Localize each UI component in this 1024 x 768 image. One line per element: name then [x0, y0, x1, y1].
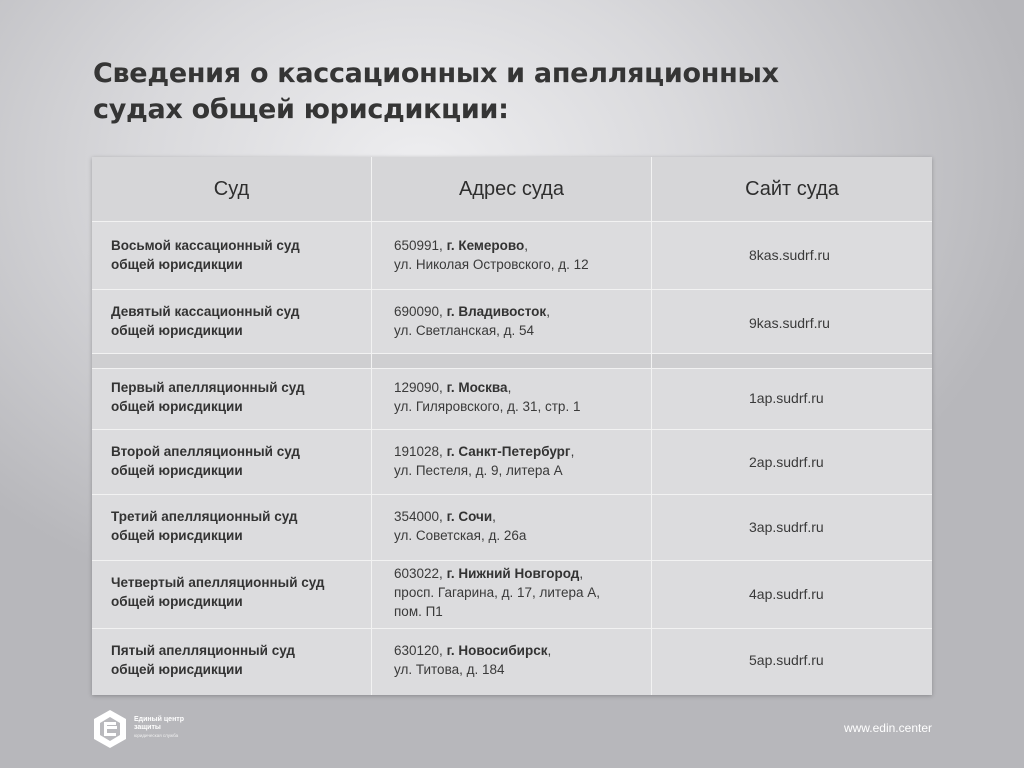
- logo-text: [134, 716, 184, 740]
- website-url[interactable]: www.edin.center: [843, 721, 932, 735]
- table-header: [92, 157, 932, 222]
- court-site-link[interactable]: 5ap.sudrf.ru: [749, 652, 824, 668]
- address-line-2: ул. Гиляровского, д. 31, стр. 1: [394, 399, 581, 414]
- court-site-link[interactable]: 2ap.sudrf.ru: [749, 454, 824, 470]
- zip-code: 129090,: [394, 380, 443, 395]
- group-separator: [92, 354, 932, 369]
- table-row: [92, 629, 932, 695]
- logo-subtitle: юридическая служба: [134, 733, 179, 738]
- zip-code: 354000,: [394, 509, 443, 524]
- page-title-line-2: судах общей юрисдикции:: [93, 94, 509, 125]
- table-row: [92, 369, 932, 430]
- header-site: Сайт суда: [745, 178, 839, 200]
- court-name-line: общей юрисдикции: [111, 257, 243, 272]
- court-name-line: Второй апелляционный суд: [111, 444, 300, 459]
- court-name-line: Пятый апелляционный суд: [111, 643, 295, 658]
- address-line-2: ул. Советская, д. 26а: [394, 528, 527, 543]
- court-address: [394, 564, 644, 621]
- court-address: [394, 507, 644, 545]
- address-line-2: ул. Титова, д. 184: [394, 662, 505, 677]
- court-name: [111, 641, 361, 679]
- court-name-line: общей юрисдикции: [111, 528, 243, 543]
- edin-center-logo-icon: [92, 709, 128, 749]
- address-line-1: 191028, г. Санкт-Петербург,: [394, 444, 575, 459]
- zip-code: 650991,: [394, 238, 443, 253]
- court-name-line: общей юрисдикции: [111, 662, 243, 677]
- city: г. Нижний Новгород: [446, 566, 580, 581]
- court-site-link[interactable]: 9kas.sudrf.ru: [749, 315, 830, 331]
- zip-code: 603022,: [394, 566, 443, 581]
- court-address: [394, 641, 644, 679]
- court-name-line: Девятый кассационный суд: [111, 304, 300, 319]
- address-line-1: 690090, г. Владивосток,: [394, 304, 550, 319]
- court-name-line: общей юрисдикции: [111, 463, 243, 478]
- address-line-3: пом. П1: [394, 604, 443, 619]
- court-name-line: Четвертый апелляционный суд: [111, 575, 325, 590]
- court-site-link[interactable]: 8kas.sudrf.ru: [749, 247, 830, 263]
- court-address: [394, 378, 644, 416]
- header-court: Суд: [213, 178, 250, 200]
- city: г. Новосибирск: [446, 643, 548, 658]
- court-name: [111, 573, 361, 611]
- court-name-line: общей юрисдикции: [111, 594, 243, 609]
- court-address: [394, 442, 644, 480]
- address-line-1: 603022, г. Нижний Новгород,: [394, 566, 584, 581]
- logo-text-line: Единый центр: [134, 716, 184, 723]
- court-site-link[interactable]: 1ap.sudrf.ru: [749, 390, 824, 406]
- table-row: [92, 495, 932, 561]
- address-line-1: 650991, г. Кемерово,: [394, 238, 529, 253]
- address-line-1: 354000, г. Сочи,: [394, 509, 496, 524]
- zip-code: 690090,: [394, 304, 443, 319]
- address-line-1: 630120, г. Новосибирск,: [394, 643, 552, 658]
- zip-code: 191028,: [394, 444, 443, 459]
- court-name-line: Восьмой кассационный суд: [111, 238, 300, 253]
- court-name-line: общей юрисдикции: [111, 323, 243, 338]
- court-address: [394, 302, 644, 340]
- column-divider: [651, 157, 652, 695]
- table-row: [92, 561, 932, 629]
- court-name: [111, 236, 361, 274]
- table-row: [92, 290, 932, 354]
- logo-text-line: защиты: [134, 724, 161, 731]
- address-line-2: просп. Гагарина, д. 17, литера А,: [394, 585, 600, 600]
- city: г. Кемерово: [446, 238, 525, 253]
- courts-table: [92, 157, 932, 695]
- address-line-2: ул. Светланская, д. 54: [394, 323, 535, 338]
- court-name: [111, 507, 361, 545]
- court-name: [111, 302, 361, 340]
- table-row: [92, 430, 932, 495]
- court-address: [394, 236, 644, 274]
- court-name: [111, 442, 361, 480]
- address-line-2: ул. Николая Островского, д. 12: [394, 257, 589, 272]
- address-line-2: ул. Пестеля, д. 9, литера А: [394, 463, 563, 478]
- city: г. Владивосток: [446, 304, 547, 319]
- zip-code: 630120,: [394, 643, 443, 658]
- table-row: [92, 222, 932, 290]
- city: г. Москва: [446, 380, 508, 395]
- city: г. Сочи: [446, 509, 493, 524]
- page-title: [93, 56, 853, 128]
- court-name-line: Третий апелляционный суд: [111, 509, 298, 524]
- city: г. Санкт-Петербург: [446, 444, 571, 459]
- page-title-line-1: Сведения о кассационных и апелляционных: [93, 58, 779, 89]
- header-address: Адрес суда: [459, 178, 564, 200]
- court-name: [111, 378, 361, 416]
- column-divider: [371, 157, 372, 695]
- court-site-link[interactable]: 4ap.sudrf.ru: [749, 586, 824, 602]
- address-line-1: 129090, г. Москва,: [394, 380, 512, 395]
- court-name-line: Первый апелляционный суд: [111, 380, 305, 395]
- court-site-link[interactable]: 3ap.sudrf.ru: [749, 519, 824, 535]
- court-name-line: общей юрисдикции: [111, 399, 243, 414]
